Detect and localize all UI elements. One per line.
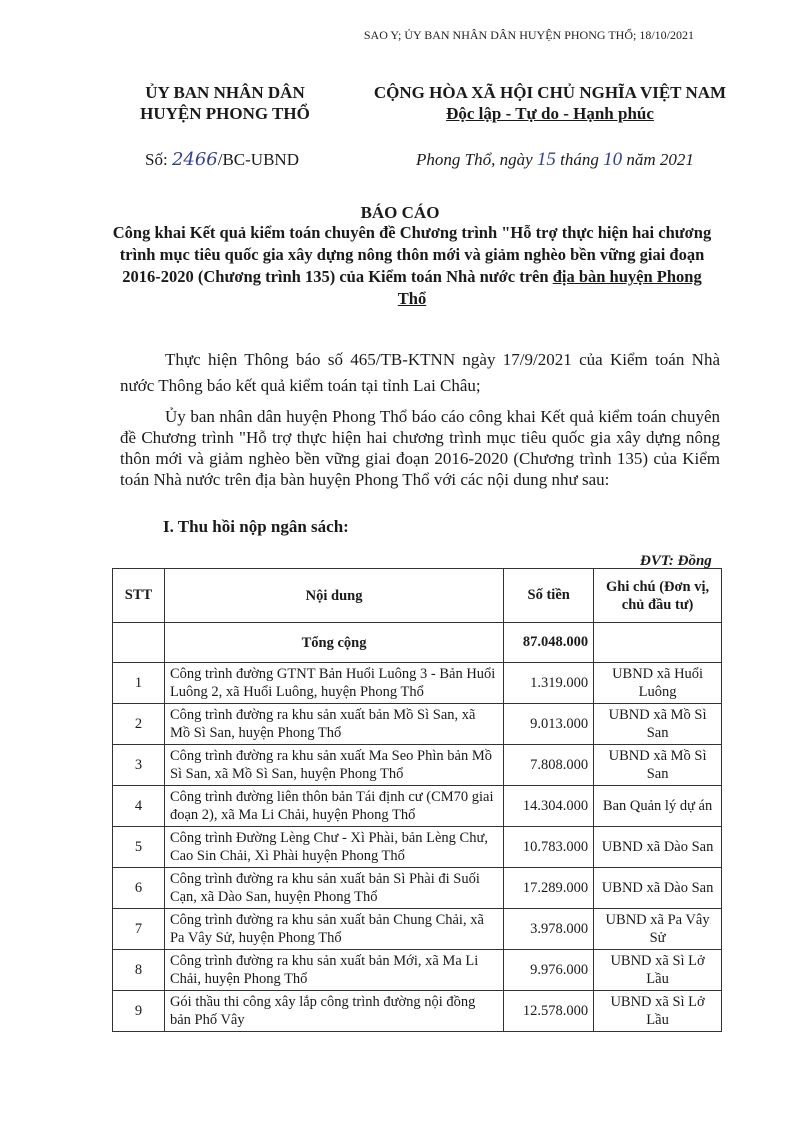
issuer-line-1: ỦY BAN NHÂN DÂN xyxy=(145,83,305,102)
row-note: UBND xã Sì Lở Lầu xyxy=(594,991,722,1032)
subtitle-underlined: địa bàn huyện Phong Thổ xyxy=(397,267,702,308)
date-prefix: Phong Thổ, ngày xyxy=(416,150,533,169)
doc-number-suffix: /BC-UBND xyxy=(217,150,299,169)
table-header-row xyxy=(113,569,722,623)
total-row xyxy=(113,623,722,663)
date-mid: tháng xyxy=(560,150,599,169)
subtitle-text: Công khai Kết quả kiểm toán chuyên đề Chương trình "Hỗ trợ thực hiện hai chương trình mục tiêu quốc gia xây dựng nông thôn mới và giảm nghèo bền vững giai đoạn 2016-2020 (Chương trình 135) của Kiểm toán Nhà nước trên xyxy=(112,223,712,286)
row-stt: 6 xyxy=(113,868,165,909)
row-stt: 1 xyxy=(113,663,165,704)
row-content: Công trình đường ra khu sản xuất Ma Seo Phìn bản Mồ Sì San, xã Mồ Sì San, huyện Phong Thổ xyxy=(164,745,503,786)
row-amount: 10.783.000 xyxy=(504,827,594,868)
document-number xyxy=(145,149,299,170)
copy-stamp: SAO Y; ỦY BAN NHÂN DÂN HUYỆN PHONG THỔ; 18/10/2021 xyxy=(363,28,694,42)
table-row xyxy=(113,909,722,950)
recovery-table xyxy=(112,568,722,1032)
row-stt: 9 xyxy=(113,991,165,1032)
paragraph-1: Thực hiện Thông báo số 465/TB-KTNN ngày 17/9/2021 của Kiểm toán Nhà nước Thông báo kết quả kiểm toán tại tỉnh Lai Châu; xyxy=(120,350,720,395)
row-note: UBND xã Dào San xyxy=(594,868,722,909)
row-content: Công trình đường GTNT Bản Huổi Luông 3 - Bản Huổi Luông 2, xã Huổi Luông, huyện Phong Thổ xyxy=(164,663,503,704)
table-row xyxy=(113,950,722,991)
table-row xyxy=(113,704,722,745)
row-stt: 2 xyxy=(113,704,165,745)
paragraph-2: Ủy ban nhân dân huyện Phong Thổ báo cáo công khai Kết quả kiểm toán chuyên đề Chương trình "Hỗ trợ thực hiện hai chương trình mục tiêu quốc gia xây dựng nông thôn mới và giảm nghèo bền vững giai đoạn 2016-2020 (Chương trình 135) của Kiểm toán Nhà nước trên địa bàn huyện Phong Thổ với các nội dung như sau: xyxy=(120,407,720,489)
total-note xyxy=(594,623,722,663)
row-note: Ban Quản lý dự án xyxy=(594,786,722,827)
header-note: Ghi chú (Đơn vị, chủ đầu tư) xyxy=(594,569,722,623)
row-amount: 9.013.000 xyxy=(504,704,594,745)
currency-unit: ĐVT: Đồng xyxy=(640,553,712,569)
date-day: 15 xyxy=(536,149,556,170)
date-month: 10 xyxy=(603,149,623,170)
row-stt: 4 xyxy=(113,786,165,827)
header-content: Nội dung xyxy=(164,569,503,623)
document-date xyxy=(416,149,694,171)
date-suffix: năm 2021 xyxy=(626,150,694,169)
issuer-header xyxy=(100,82,350,124)
row-amount: 7.808.000 xyxy=(504,745,594,786)
report-title: BÁO CÁO xyxy=(360,203,440,222)
row-note: UBND xã Sì Lở Lầu xyxy=(594,950,722,991)
row-content: Công trình đường ra khu sản xuất bản Mới, xã Ma Li Chải, huyện Phong Thổ xyxy=(164,950,503,991)
row-amount: 3.978.000 xyxy=(504,909,594,950)
row-amount: 14.304.000 xyxy=(504,786,594,827)
table-row xyxy=(113,663,722,704)
national-title: CỘNG HÒA XÃ HỘI CHỦ NGHĨA VIỆT NAM xyxy=(373,83,727,102)
row-amount: 1.319.000 xyxy=(504,663,594,704)
report-subtitle xyxy=(112,222,712,310)
row-content: Công trình đường ra khu sản xuất bản Chung Chải, xã Pa Vây Sử, huyện Phong Thổ xyxy=(164,909,503,950)
table-row xyxy=(113,868,722,909)
row-amount: 12.578.000 xyxy=(504,991,594,1032)
table-row xyxy=(113,786,722,827)
row-amount: 17.289.000 xyxy=(504,868,594,909)
row-content: Công trình đường ra khu sản xuất bản Sì Phài đi Suối Cạn, xã Dào San, huyện Phong Thổ xyxy=(164,868,503,909)
header-amount: Số tiền xyxy=(504,569,594,623)
row-note: UBND xã Pa Vây Sử xyxy=(594,909,722,950)
total-amount: 87.048.000 xyxy=(504,623,594,663)
doc-number-prefix: Số: xyxy=(145,150,168,169)
table-row xyxy=(113,827,722,868)
row-stt: 5 xyxy=(113,827,165,868)
row-note: UBND xã Huổi Luông xyxy=(594,663,722,704)
header-stt: STT xyxy=(113,569,165,623)
table-row xyxy=(113,991,722,1032)
row-note: UBND xã Mồ Sì San xyxy=(594,704,722,745)
row-stt: 8 xyxy=(113,950,165,991)
row-note: UBND xã Mồ Sì San xyxy=(594,745,722,786)
doc-number-handwritten: 2466 xyxy=(171,149,218,170)
issuer-line-2: HUYỆN PHONG THỔ xyxy=(140,104,310,123)
row-content: Gói thầu thi công xây lắp công trình đường nội đồng bản Phố Vây xyxy=(164,991,503,1032)
national-header xyxy=(330,82,770,124)
row-stt: 3 xyxy=(113,745,165,786)
row-content: Công trình đường ra khu sản xuất bản Mồ Sì San, xã Mồ Sì San, huyện Phong Thổ xyxy=(164,704,503,745)
row-content: Công trình Đường Lèng Chư - Xì Phài, bản Lèng Chư, Cao Sin Chải, Xì Phài huyện Phong Thổ xyxy=(164,827,503,868)
section-heading: I. Thu hồi nộp ngân sách: xyxy=(163,517,349,536)
total-stt xyxy=(113,623,165,663)
total-label: Tổng cộng xyxy=(164,623,503,663)
row-amount: 9.976.000 xyxy=(504,950,594,991)
row-stt: 7 xyxy=(113,909,165,950)
row-note: UBND xã Dào San xyxy=(594,827,722,868)
row-content: Công trình đường liên thôn bản Tái định cư (CM70 giai đoạn 2), xã Ma Li Chải, huyện Phong Thổ xyxy=(164,786,503,827)
table-row xyxy=(113,745,722,786)
national-motto: Độc lập - Tự do - Hạnh phúc xyxy=(446,104,654,123)
